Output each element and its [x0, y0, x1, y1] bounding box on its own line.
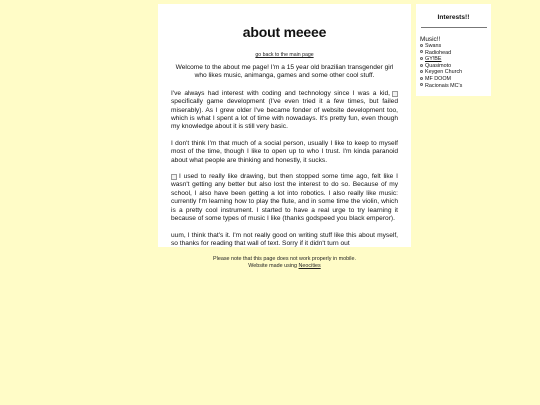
music-heading: Music!! — [420, 36, 441, 43]
interests-divider — [421, 27, 487, 28]
list-item: Swans — [420, 43, 491, 50]
interests-title: Interests!! — [437, 14, 470, 21]
coding-paragraph — [171, 90, 398, 132]
broken-image-icon — [392, 91, 398, 97]
back-to-main-link[interactable]: go back to the main page — [255, 52, 314, 58]
footer — [158, 256, 411, 269]
list-item: Keygen Church — [420, 69, 491, 76]
circle-bullet-icon — [420, 70, 423, 73]
list-item: Racionais MC's — [420, 83, 491, 90]
coding-paragraph-text: I've always had interest with coding and technology since I was a kid, specifically game development (I've even tried it a few times, but failed miserably). As I grew older I've became fonder of website development too, which is what I spent a lot of time with nowadays. It's pretty fun, even though my knowledge about it is still very basic. — [171, 89, 398, 131]
circle-bullet-icon — [420, 83, 423, 86]
mobile-note: Please note that this page does not work properly in mobile. — [213, 256, 356, 262]
list-item: Radiohead — [420, 50, 491, 57]
social-paragraph: I don't think I'm that much of a social person, usually I like to keep to myself most of the time, though I like to open up to who I trust. I'm kinda paranoid about what people are thinking and honestly, it sucks. — [171, 139, 398, 164]
music-list — [416, 43, 491, 89]
intro-paragraph: Welcome to the about me page! I'm a 15 year old brazilian transgender girl who likes music, animanga, games and some other cool stuff. — [175, 64, 394, 80]
list-item: MF DOOM — [420, 76, 491, 83]
circle-bullet-icon — [420, 64, 423, 67]
circle-bullet-icon — [420, 50, 423, 53]
list-item: Quasimoto — [420, 63, 491, 70]
made-using-line — [158, 263, 411, 270]
circle-bullet-icon — [420, 77, 423, 80]
closing-paragraph: uum, I think that's it. I'm not really good on writing stuff like this about myself, so thanks for reading that wall of text. Sorry if it didn't turn out — [171, 231, 398, 247]
broken-image-icon — [171, 174, 177, 180]
about-panel[interactable] — [158, 4, 411, 247]
interests-panel — [416, 4, 491, 96]
hobbies-paragraph — [171, 173, 398, 223]
about-panel-content — [158, 24, 411, 247]
hobbies-paragraph-text: I used to really like drawing, but then stopped some time ago, felt like I wasn't getting any better but also lost the interest to do so. Because of my school, I also have been getting a lot into robotics. I also really like music: currently I'm learning how to play the flute, and in some time the violin, which is a pretty cool instrument. I started to have a real urge to try learning it because of some types of music I like (thanks godspeed you black emperor). — [171, 173, 398, 223]
neocities-link[interactable]: Neocities — [298, 262, 321, 269]
circle-bullet-icon — [420, 44, 423, 47]
list-item-link[interactable]: GY!BE — [420, 56, 491, 63]
made-using-text: Website made using — [248, 262, 298, 269]
circle-bullet-icon — [420, 57, 423, 60]
page-title: about meeee — [242, 24, 327, 40]
